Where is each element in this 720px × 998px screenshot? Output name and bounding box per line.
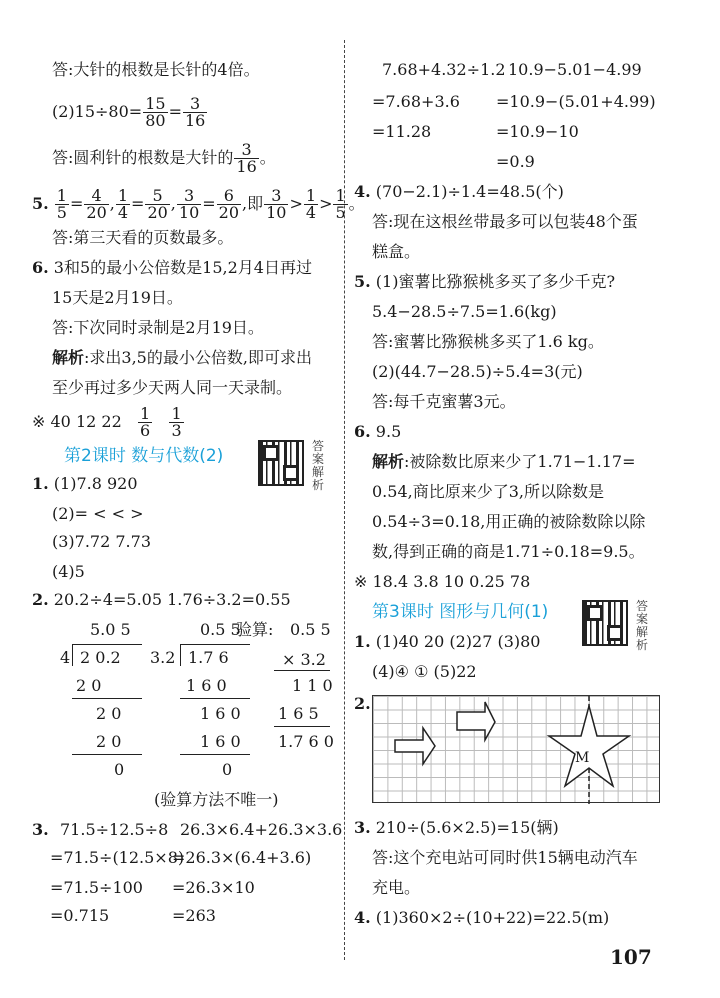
- equation-line: 5.4−28.5÷7.5=1.6(kg): [372, 302, 557, 321]
- question-number: 2.: [354, 694, 371, 713]
- equation-line: (2)15÷80= $\frac{15}{80}$ = $\frac{3}{16}$: [52, 94, 206, 130]
- g3-line: 3. 210÷(5.6×2.5)=15(辆): [354, 818, 559, 837]
- s1-line: (2)= < < >: [52, 504, 144, 523]
- geometry-drawing: [373, 696, 661, 804]
- q4-line: 4. (70−2.1)÷1.4=48.5(个): [354, 182, 564, 201]
- equation-line: (2)(44.7−28.5)÷5.4=3(元): [372, 362, 583, 381]
- analysis-line: 0.54,商比原来少了3,所以除数是: [372, 482, 604, 501]
- fraction: $\frac{3}{16}$: [184, 94, 206, 130]
- q6-line: 6. 9.5: [354, 422, 402, 441]
- answer-line: 答:第三天看的页数最多。: [52, 228, 234, 247]
- answer-line: 答:蜜薯比猕猴桃多买了1.6 kg。: [372, 332, 604, 351]
- answer-line: 答:圆利针的根数是大针的 $\frac{3}{16}$ 。: [52, 140, 276, 176]
- s1-line: (3)7.72 7.73: [52, 532, 151, 551]
- bonus-line: ※ 40 12 22 $\frac{1}{6}$ $\frac{1}{3}$: [32, 404, 182, 440]
- analysis-line: 解析:求出3,5的最小公倍数,即可求出: [52, 348, 312, 367]
- bonus-line: ※ 18.4 3.8 10 0.25 78: [354, 572, 531, 591]
- qr-code-icon[interactable]: [582, 600, 628, 646]
- answer-line: 答:每千克蜜薯3元。: [372, 392, 516, 411]
- question-number: 3.: [32, 820, 49, 839]
- answer-line: 答:现在这根丝带最多可以包装48个蛋: [372, 212, 638, 231]
- fraction: $\frac{3}{16}$: [236, 140, 257, 176]
- g1-line: 1. (1)40 20 (2)27 (3)80: [354, 632, 541, 651]
- text-line: 15天是2月19日。: [52, 288, 183, 307]
- s2-line: 2. 20.2÷4=5.05 1.76÷3.2=0.55: [32, 590, 291, 609]
- question-6: 6. 3和5的最小公倍数是15,2月4日再过: [32, 258, 312, 277]
- star-shape: [549, 706, 629, 786]
- analysis-line: 至少再过多少天两人同一天录制。: [52, 378, 293, 397]
- answer-line: 答:下次同时录制是2月19日。: [52, 318, 264, 337]
- answer-line: 答:大针的根数是长针的4倍。: [52, 60, 260, 79]
- g1-line: (4)④ ① (5)22: [372, 662, 477, 681]
- analysis-line: 0.54÷3=0.18,用正确的被除数除以除: [372, 512, 646, 531]
- question-5: 5. $\frac{1}{5}$ = $\frac{4}{20}$ , $\frac{1}{4}$ = $\frac{5}{20}$ , $\frac{3}{10}$ = $\frac{6}{20}$ ,即 $\frac{3}{10}$ > $\frac{1}{4}$ > $\frac{1}{5}$ 。: [32, 186, 365, 222]
- column-divider: [344, 40, 345, 960]
- section-title: 第3课时 图形与几何(1): [372, 602, 549, 622]
- s1-line: 1. (1)7.8 920: [32, 474, 138, 493]
- qr-side-label: 答案解析: [312, 439, 325, 492]
- arrow-shape-1: [395, 728, 435, 764]
- page-number: 107: [610, 945, 652, 969]
- fraction: $\frac{15}{80}$: [145, 94, 166, 130]
- arrow-shape-2: [457, 702, 495, 740]
- qr-side-label: 答案解析: [636, 599, 649, 652]
- qr-code-icon[interactable]: [258, 440, 304, 486]
- analysis-line: 数,得到正确的商是1.71÷0.18=9.5。: [372, 542, 645, 561]
- s1-line: (4)5: [52, 562, 85, 581]
- star-label: M: [575, 750, 590, 766]
- analysis-line: 解析:被除数比原来少了1.71−1.17=: [372, 452, 636, 471]
- q5-line: 5. (1)蜜薯比猕猴桃多买了多少千克?: [354, 272, 616, 291]
- answer-line: 答:这个充电站可同时供15辆电动汽车: [372, 848, 638, 867]
- answer-line: 糕盒。: [372, 242, 421, 261]
- section-title: 第2课时 数与代数(2): [64, 446, 224, 466]
- grid-figure: [372, 695, 660, 803]
- answer-line: 充电。: [372, 878, 421, 897]
- note: (验算方法不唯一): [154, 790, 279, 809]
- g4-line: 4. (1)360×2÷(10+22)=22.5(m): [354, 908, 610, 927]
